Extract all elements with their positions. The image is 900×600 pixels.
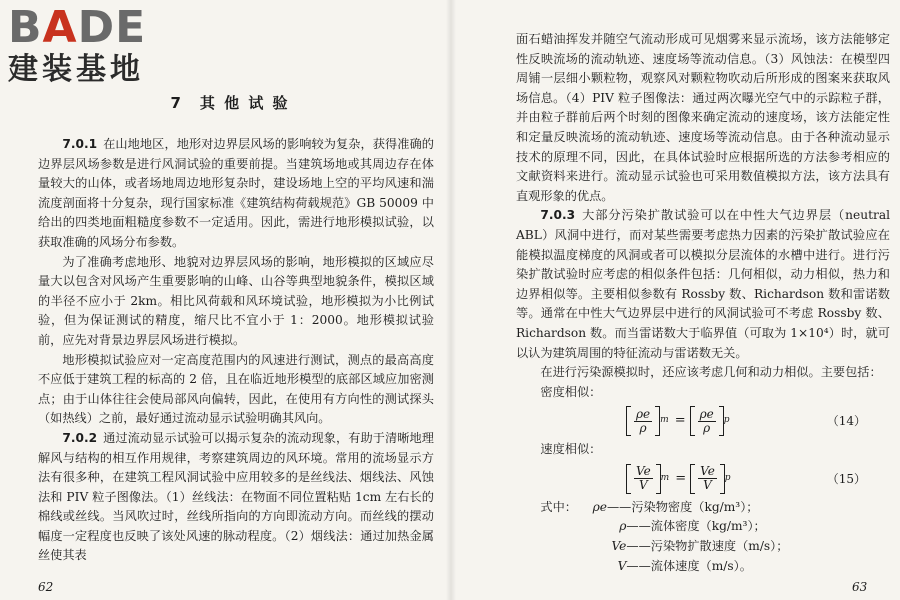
equation-number: （15） <box>826 471 866 486</box>
section-number: 7.0.2 <box>62 430 98 445</box>
chapter-title: 7 其 他 试 验 <box>170 94 290 112</box>
watermark-logo <box>8 4 178 88</box>
legend-row <box>540 517 890 537</box>
legend-row <box>540 557 890 577</box>
legend-desc: ——污染物密度（kg/m³）； <box>606 499 759 514</box>
legend-symbol: V <box>617 558 627 573</box>
legend-symbol: ρ <box>619 519 627 534</box>
page-number-left: 62 <box>38 580 54 594</box>
legend-row <box>540 498 890 518</box>
legend-row <box>540 537 890 557</box>
paragraph-continued: 面石蜡油挥发并随空气流动形成可见烟雾来显示流场，该方法能够定性反映流场的流动轨迹、速度场等流动信息。（3）风蚀法：在模型四周铺一层细小颗粒物，观察风对颗粒物吹动后所形成的图案来获取风场信息。（4）PIV 粒子图像法：通过两次曝光空气中的示踪粒子群，并由粒子群前后两个时刻的图像来确定流动的速度场，该方法能定性和定量反映流场的流动轨迹、速度场等流动信息。由于各种流动显示技术的原理不同，因此，在具体试验时应根据所选的方法参考相应的文献资料来进行。流动显示试验也可采用数值模拟方法，该方法具有直观形象的优点。 <box>516 32 890 203</box>
equation-number: （14） <box>826 414 866 429</box>
paragraph: 在进行污染源模拟时，还应该考虑几何和动力相似。主要包括： <box>540 365 882 380</box>
page-gutter <box>446 0 456 600</box>
legend-symbol: ρe <box>592 499 607 514</box>
legend-desc: ——流体速度（m/s）。 <box>626 558 752 573</box>
legend-symbol: Ve <box>611 539 627 554</box>
section-number: 7.0.1 <box>62 137 98 151</box>
paragraph-7-0-1: 7.0.1 在山地地区，地形对边界层风场的影响较为复杂，获得准确的边界层风场参数是进行风洞试验的重要前提。当建筑场地或其周边存在体量较大的山体，或者场地周边地形复杂时，建设场地上空的平均风速和湍流度剖面将十分复杂，现行国家标准《建筑结构荷载规范》GB 50009 中给出的四类地面粗糙度参数不一定适用。因此，需进行地形模拟试验，以获取准确的风场分布参数。 <box>38 137 434 249</box>
paragraph: 为了准确考虑地形、地貌对边界层风场的影响，地形模拟的区域应尽量大以包含对风场产生重要影响的山峰、山谷等典型地貌条件，模拟区域的半径不应小于 2km。相比风荷载和风环境试验，地形模拟为小比例试验，但为保证测试的精度，缩尺比不宜小于 1：2000。地形模拟试验前，应先对背景边界层风场进行模拟。 <box>38 254 434 347</box>
equation-14 <box>516 402 890 440</box>
legend-desc: ——污染物扩散速度（m/s）； <box>626 539 789 554</box>
paragraph-7-0-2: 7.0.2 通过流动显示试验可以揭示复杂的流动现象，有助于清晰地理解风与结构的相互作用规律，考察建筑周边的风环境。常用的流场显示方法有很多种，在建筑工程风洞试验中应用较多的是丝线法、烟线法、风蚀法和 PIV 粒子图像法。（1）丝线法：在物面不同位置粘贴 1cm 左右长的棉线或丝线。当风吹过时，丝线所指向的方向即流动方向。而丝线的摆动幅度一定程度也反映了该处风速的脉动程度。（2）烟线法：通过加热金属丝使其表 <box>38 430 434 563</box>
left-page-body <box>38 135 434 566</box>
symbol-legend <box>516 498 890 576</box>
density-label: 密度相似： <box>540 384 602 399</box>
right-page-body <box>516 30 890 576</box>
paragraph-7-0-3: 7.0.3 大部分污染扩散试验可以在中性大气边界层（neutral ABL）风洞中进行，而对某些需要考虑热力因素的污染扩散试验应在能模拟温度梯度的风洞或者可以模拟分层流体的水槽中进行。进行污染扩散试验时应考虑的相似条件包括：几何相似，动力相似，热力和边界相似等。主要相似参数有 Rossby 数、Richardson 数和雷诺数等。通常在中性大气边界层中进行的风洞试验可不考虑 Rossby 数、Richardson 数。而当雷诺数大于临界值（可取为 1×10⁴）时，就可以认为建筑周围的特征流动与雷诺数无关。 <box>516 208 890 360</box>
equation-15 <box>516 460 890 498</box>
logo-wordmark: BADE <box>8 2 147 53</box>
velocity-similarity-formula: $\frac{Ve}{V}$ m = $\frac{Ve}{V}$ p <box>626 464 733 494</box>
legend-desc: ——流体密度（kg/m³）； <box>626 519 766 534</box>
velocity-label: 速度相似： <box>540 442 602 457</box>
section-number: 7.0.3 <box>540 208 576 223</box>
paragraph: 地形模拟试验应对一定高度范围内的风速进行测试，测点的最高高度不应低于建筑工程的标高的 2 倍，且在临近地形模型的底部区域应加密测点；由于山体往往会使局部风向偏转，因此，在使用有方向性的测试探头（如热线）之前，最好通过流动显示试验明确其风向。 <box>38 352 434 426</box>
page-number-right: 63 <box>852 580 868 594</box>
legend-lead: 式中： <box>540 499 577 514</box>
logo-subtitle: 建装基地 <box>8 52 144 87</box>
density-similarity-formula: $\frac{\rho e}{\rho}$ m = $\frac{\rho e}{\rho}$ p <box>626 406 732 436</box>
